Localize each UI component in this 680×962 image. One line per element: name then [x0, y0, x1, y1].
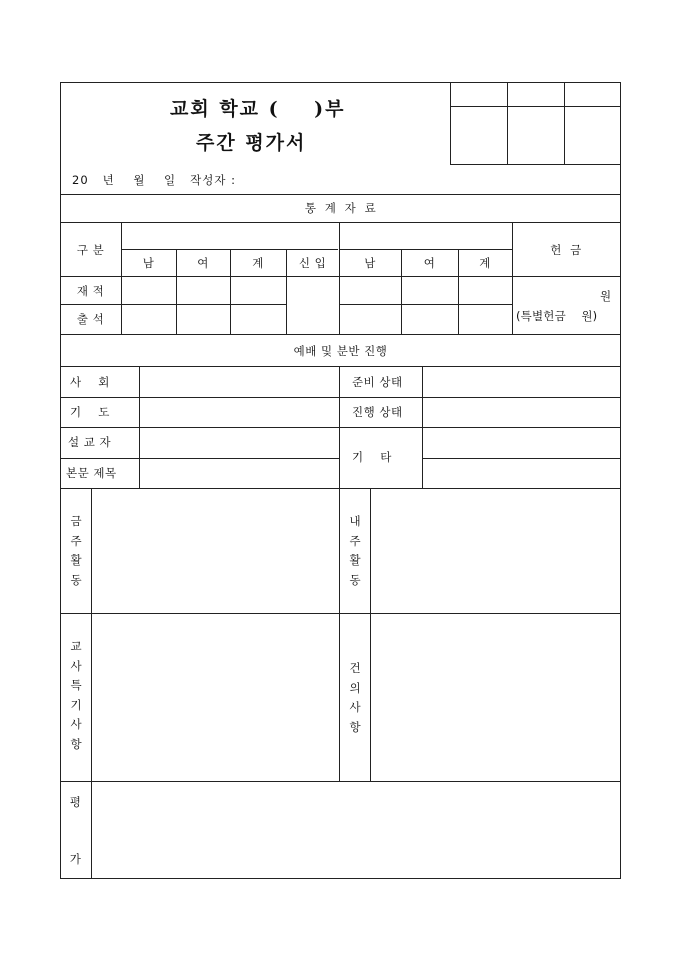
activity-col-right-label: [370, 488, 371, 781]
worship-col-left-label: [139, 366, 140, 488]
worship-label-preacher: 설 교 자: [68, 435, 112, 449]
stats-col-male: 남: [142, 256, 155, 270]
worship-col-right-label: [422, 366, 423, 488]
worship-label-preparation: 준비 상태: [352, 375, 403, 389]
border-top: [60, 82, 621, 83]
stats-col-new: 신 입: [298, 256, 327, 270]
offering-unit: 원: [600, 289, 612, 303]
stats-col-female: 여: [197, 256, 209, 270]
stats-col-female-2: 여: [423, 256, 436, 270]
stats-col-offering: [512, 222, 513, 334]
label-this-week-activities: 금주활동: [70, 514, 82, 587]
worship-label-host: 사 회: [70, 375, 110, 389]
stats-col-total: 계: [252, 256, 264, 270]
label-evaluation-top: 평: [69, 795, 82, 809]
form-title-line1: 교회 학교 ( )부: [170, 98, 346, 120]
line-stats-title-bottom: [60, 222, 621, 223]
stats-offering-label: 헌 금: [550, 243, 582, 257]
line-stats-bottom: [60, 334, 621, 335]
worship-label-progress: 진행 상태: [352, 405, 403, 419]
stats-col-total-2: 계: [479, 256, 491, 270]
approval-box-divider-2: [564, 82, 565, 164]
line-stats-header-bottom: [60, 276, 621, 277]
form-title-line2: 주간 평가서: [196, 132, 307, 154]
line-row-enrolled-left: [60, 304, 286, 305]
label-next-week-activities: 내주활동: [349, 514, 361, 587]
stats-col-male-2: 남: [364, 256, 376, 270]
line-worship-row3-left: [60, 458, 339, 459]
stats-section-title: 통 계 자 료: [304, 201, 377, 215]
label-suggestions: 건의사항: [349, 661, 361, 734]
approval-box-left: [450, 82, 451, 164]
special-offering: (특별헌금 원): [516, 309, 598, 323]
border-bottom: [60, 878, 621, 879]
line-activities-bottom: [60, 613, 621, 614]
worship-section-title: 예배 및 분반 진행: [293, 344, 388, 358]
line-row-enrolled-right: [339, 304, 512, 305]
worship-col-middle: [339, 366, 340, 613]
stats-row-enrolled: 재 적: [76, 284, 105, 298]
stats-col-4: [339, 222, 340, 334]
line-worship-title-bottom: [60, 366, 621, 367]
line-worship-row3-right: [422, 458, 621, 459]
stats-category-label: 구 분: [76, 243, 105, 257]
line-header-bottom: [60, 194, 621, 195]
approval-box-header-line: [450, 106, 621, 107]
line-worship-row2: [60, 427, 621, 428]
stats-row-attendance: 출 석: [76, 312, 105, 326]
stats-col-category: [121, 222, 122, 334]
approval-box-bottom: [450, 164, 621, 165]
label-evaluation-bottom: 가: [69, 852, 82, 866]
line-worship-bottom: [60, 488, 621, 489]
line-stats-subheader-right: [339, 249, 512, 250]
notes-col-middle: [339, 613, 340, 781]
date-author-line: 20 년 월 일 작성자 :: [72, 173, 236, 187]
activity-col-left-label: [91, 488, 92, 879]
worship-label-other: 기 타: [352, 450, 392, 464]
worship-label-prayer: 기 도: [70, 405, 110, 419]
approval-box-divider-1: [507, 82, 508, 164]
line-notes-bottom: [60, 781, 621, 782]
line-worship-row1: [60, 397, 621, 398]
worship-label-scripture: 본문 제목: [66, 466, 117, 480]
label-teacher-notes: 교사특기사항: [70, 639, 82, 751]
